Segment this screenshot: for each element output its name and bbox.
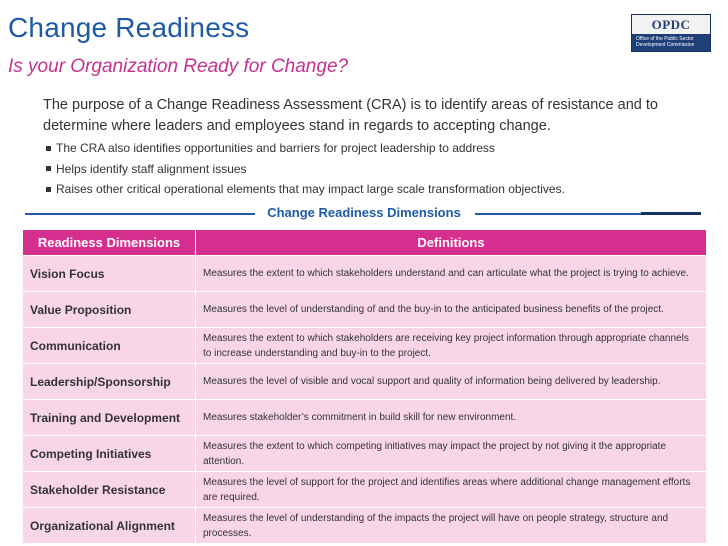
definition-cell: Measures stakeholder’s commitment in build skill for new environment.	[196, 400, 707, 436]
dimension-cell: Organizational Alignment	[23, 508, 196, 544]
definition-cell: Measures the level of support for the project and identifies areas where additional change management efforts are required.	[196, 472, 707, 508]
column-header-definitions: Definitions	[196, 230, 707, 256]
dimension-cell: Value Proposition	[23, 292, 196, 328]
definition-cell: Measures the extent to which stakeholders understand and can articulate what the project is trying to achieve.	[196, 256, 707, 292]
opdc-logo	[631, 14, 711, 52]
definition-cell: Measures the level of understanding of and the buy-in to the anticipated business benefits of the project.	[196, 292, 707, 328]
table-row	[23, 400, 707, 436]
logo-caption	[632, 34, 710, 48]
table-row	[23, 292, 707, 328]
bullet-item	[44, 138, 684, 159]
readiness-table	[22, 229, 707, 544]
section-title: Change Readiness Dimensions	[267, 205, 461, 220]
dimension-cell: Stakeholder Resistance	[23, 472, 196, 508]
column-header-dimensions: Readiness Dimensions	[23, 230, 196, 256]
page-title: Change Readiness	[8, 12, 250, 43]
dimension-cell: Communication	[23, 328, 196, 364]
table-row	[23, 328, 707, 364]
table-row	[23, 256, 707, 292]
divider-accent	[641, 212, 701, 215]
intro-paragraph: The purpose of a Change Readiness Assessment (CRA) is to identify areas of resistance and to determine where leaders and employees stand in regards to accepting change.	[43, 97, 658, 134]
table-row	[23, 436, 707, 472]
definition-cell: Measures the extent to which competing initiatives may impact the project by not giving it the appropriate attention.	[196, 436, 707, 472]
table-row	[23, 364, 707, 400]
definition-cell: Measures the level of understanding of the impacts the project will have on people strategy, structure and processes.	[196, 508, 707, 544]
bullet-square-icon	[46, 187, 51, 192]
logo-caption-line1: Office of the Public Sector	[636, 36, 694, 42]
definition-cell: Measures the extent to which stakeholders are receiving key project information through appropriate channels to increase understanding and buy-in to the project.	[196, 328, 707, 364]
table-row	[23, 472, 707, 508]
dimension-cell: Training and Development	[23, 400, 196, 436]
bullet-square-icon	[46, 146, 51, 151]
bullet-square-icon	[46, 166, 51, 171]
dimension-cell: Vision Focus	[23, 256, 196, 292]
divider-left	[25, 213, 255, 215]
definition-cell: Measures the level of visible and vocal support and quality of information being delivered by leadership.	[196, 364, 707, 400]
bullet-item	[44, 159, 684, 180]
bullet-text: The CRA also identifies opportunities and barriers for project leadership to address	[56, 141, 495, 155]
logo-caption-line2: Development Commission	[636, 42, 695, 48]
logo-name: OPDC	[632, 15, 710, 34]
bullet-item	[44, 179, 684, 200]
table-header-row	[23, 230, 707, 256]
bullet-list	[44, 138, 684, 200]
dimension-cell: Competing Initiatives	[23, 436, 196, 472]
table-row	[23, 508, 707, 544]
bullet-text: Raises other critical operational elements that may impact large scale transformation objectives.	[56, 182, 565, 196]
dimension-cell: Leadership/Sponsorship	[23, 364, 196, 400]
bullet-text: Helps identify staff alignment issues	[56, 161, 247, 176]
page-subtitle: Is your Organization Ready for Change?	[8, 56, 349, 77]
